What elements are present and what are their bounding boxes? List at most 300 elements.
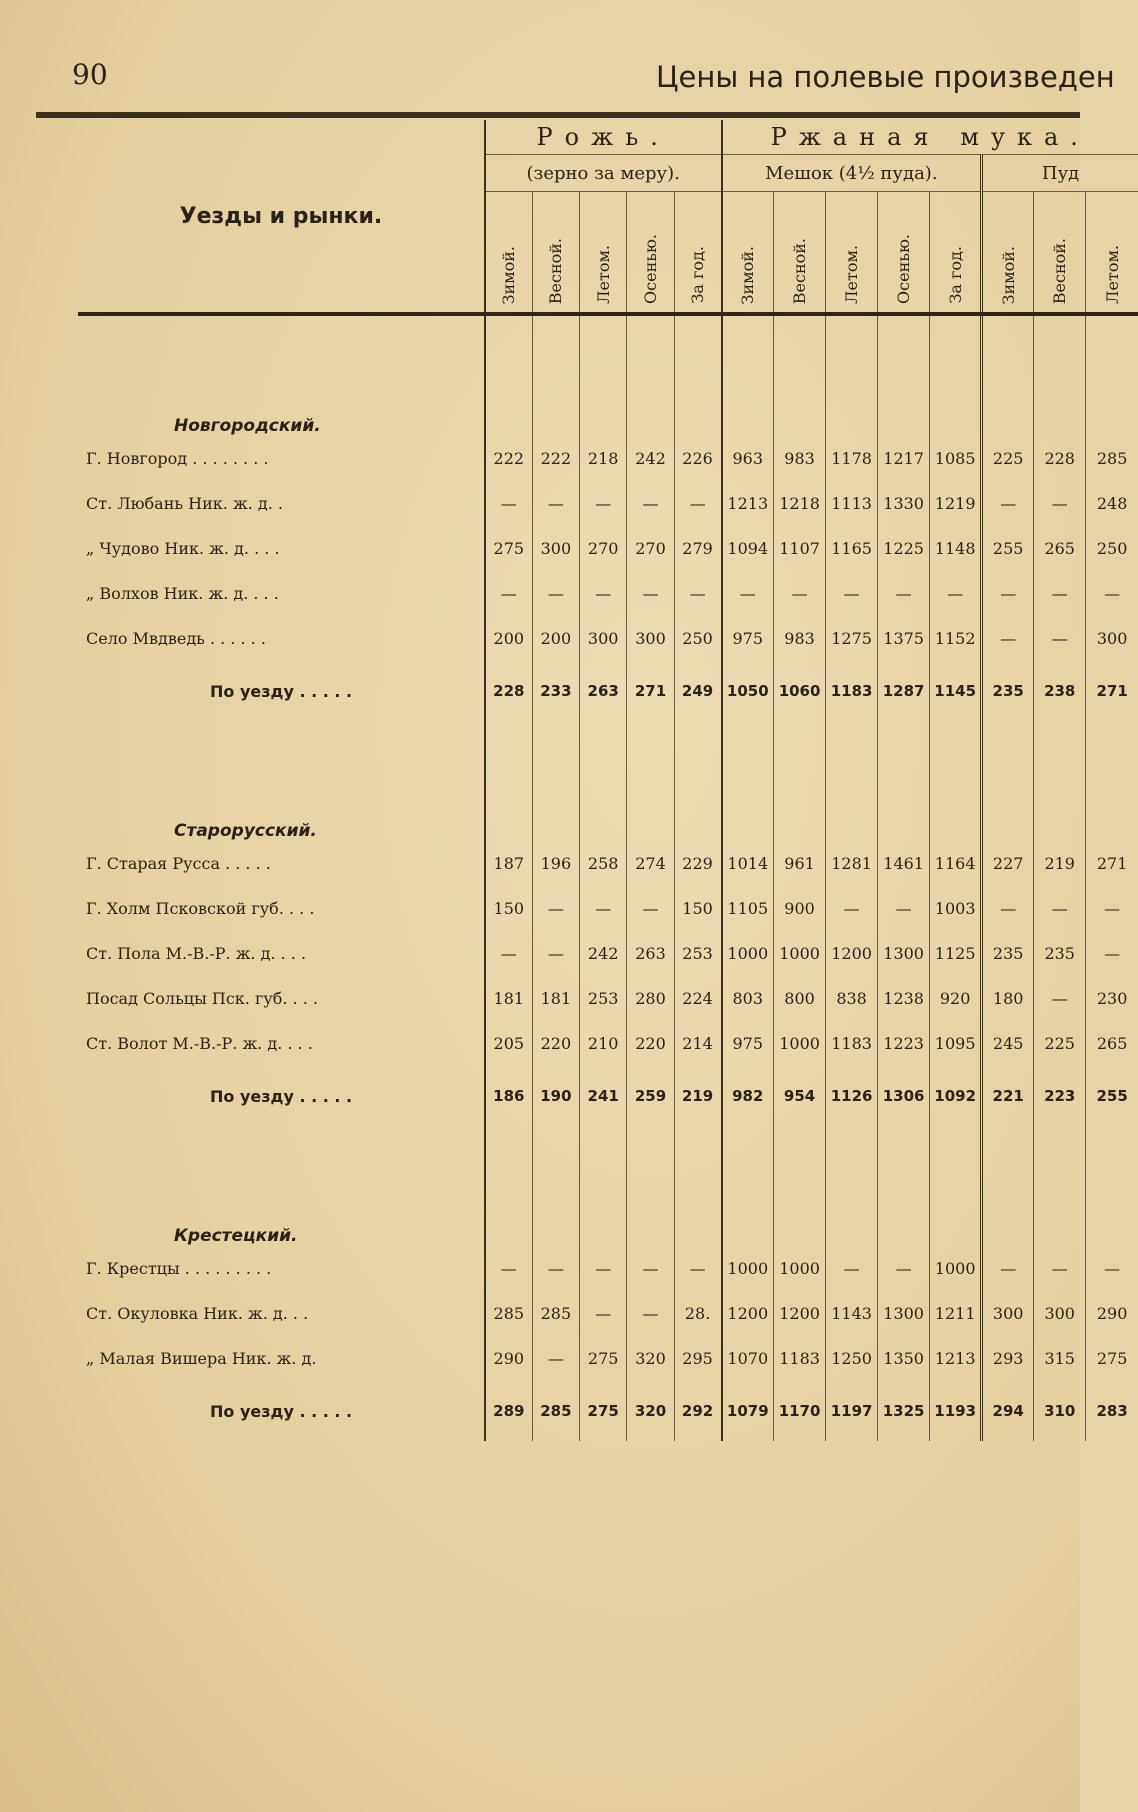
empty-cell: [722, 314, 774, 376]
season-header: [722, 192, 774, 313]
sack-subheader: Мешок (4½ пуда).: [722, 155, 982, 192]
market-name: Село Мвдведь . . . . . .: [86, 629, 266, 648]
rye-flour-header: Ржаная мука.: [722, 120, 1138, 155]
empty-cell: [1034, 721, 1086, 781]
total-cell: 1170: [774, 1381, 826, 1441]
value-cell: 28.: [674, 1291, 721, 1336]
table-row: [78, 526, 1138, 571]
total-cell: 954: [774, 1066, 826, 1126]
spacer-cell: [78, 721, 485, 781]
empty-cell: [1086, 1186, 1138, 1246]
empty-cell: [674, 781, 721, 841]
value-cell: 1113: [826, 481, 878, 526]
value-cell: 275: [1086, 1336, 1138, 1381]
empty-cell: [774, 721, 826, 781]
value-cell: 235: [1034, 931, 1086, 976]
total-cell: 320: [627, 1381, 674, 1441]
value-cell: 1213: [722, 481, 774, 526]
total-cell: 1060: [774, 661, 826, 721]
value-cell: —: [485, 481, 532, 526]
value-cell: —: [1034, 976, 1086, 1021]
value-cell: 1219: [930, 481, 982, 526]
empty-cell: [580, 1126, 627, 1186]
value-cell: 187: [485, 841, 532, 886]
value-cell: —: [580, 1291, 627, 1336]
value-cell: 1070: [722, 1336, 774, 1381]
table-row: [78, 1246, 1138, 1291]
total-cell: 1325: [878, 1381, 930, 1441]
value-cell: —: [532, 1246, 579, 1291]
total-cell: 190: [532, 1066, 579, 1126]
total-cell: 1193: [930, 1381, 982, 1441]
total-cell: 238: [1034, 661, 1086, 721]
value-cell: 270: [627, 526, 674, 571]
season-header: [878, 192, 930, 313]
value-cell: 275: [485, 526, 532, 571]
value-cell: —: [722, 571, 774, 616]
value-cell: 285: [532, 1291, 579, 1336]
value-cell: 1183: [826, 1021, 878, 1066]
value-cell: 290: [1086, 1291, 1138, 1336]
value-cell: 200: [532, 616, 579, 661]
value-cell: 275: [580, 1336, 627, 1381]
market-name: „ Чудово Ник. ж. д. . . .: [86, 539, 280, 558]
value-cell: —: [1034, 886, 1086, 931]
empty-cell: [485, 1126, 532, 1186]
table-row: [78, 571, 1138, 616]
empty-cell: [674, 721, 721, 781]
value-cell: 181: [532, 976, 579, 1021]
total-cell: 1050: [722, 661, 774, 721]
empty-cell: [580, 376, 627, 436]
value-cell: —: [982, 616, 1034, 661]
empty-cell: [982, 721, 1034, 781]
season-header: [1034, 192, 1086, 313]
value-cell: 1213: [930, 1336, 982, 1381]
empty-cell: [580, 1186, 627, 1246]
market-name: Г. Новгород . . . . . . . .: [86, 449, 269, 468]
value-cell: 1095: [930, 1021, 982, 1066]
value-cell: 1003: [930, 886, 982, 931]
empty-cell: [627, 314, 674, 376]
value-cell: 1085: [930, 436, 982, 481]
running-head: Цены на полевые произведен: [656, 60, 1115, 94]
season-label: Летом.: [1102, 245, 1122, 304]
section-title: Старорусский.: [174, 821, 317, 841]
value-cell: —: [1086, 886, 1138, 931]
value-cell: 218: [580, 436, 627, 481]
table-header: [78, 120, 1138, 314]
value-cell: 220: [627, 1021, 674, 1066]
season-label: Зимой.: [738, 245, 758, 304]
value-cell: 1200: [774, 1291, 826, 1336]
value-cell: 900: [774, 886, 826, 931]
season-label: Осенью.: [640, 234, 660, 304]
value-cell: 1143: [826, 1291, 878, 1336]
table-row: [78, 1291, 1138, 1336]
empty-cell: [1034, 314, 1086, 376]
empty-cell: [982, 1186, 1034, 1246]
empty-cell: [627, 721, 674, 781]
spacer-cell: [78, 1126, 485, 1186]
season-header: [532, 192, 579, 313]
market-name: „ Малая Вишера Ник. ж. д.: [86, 1349, 317, 1368]
table-row: [78, 481, 1138, 526]
empty-cell: [982, 376, 1034, 436]
value-cell: 295: [674, 1336, 721, 1381]
value-cell: 983: [774, 436, 826, 481]
empty-cell: [826, 721, 878, 781]
value-cell: 1152: [930, 616, 982, 661]
total-cell: 1126: [826, 1066, 878, 1126]
value-cell: 1125: [930, 931, 982, 976]
value-cell: —: [627, 886, 674, 931]
table-row: [78, 616, 1138, 661]
value-cell: —: [1034, 1246, 1086, 1291]
value-cell: 253: [674, 931, 721, 976]
season-header: [627, 192, 674, 313]
value-cell: 1238: [878, 976, 930, 1021]
table-row: [78, 841, 1138, 886]
market-name: Ст. Волот М.-В.-Р. ж. д. . . .: [86, 1034, 313, 1053]
total-cell: 271: [1086, 661, 1138, 721]
value-cell: —: [674, 1246, 721, 1291]
season-header: [580, 192, 627, 313]
value-cell: 270: [580, 526, 627, 571]
market-name: Г. Крестцы . . . . . . . . .: [86, 1259, 272, 1278]
empty-cell: [930, 1186, 982, 1246]
value-cell: 150: [485, 886, 532, 931]
section-title: Новгородский.: [174, 416, 321, 436]
season-header: [674, 192, 721, 313]
value-cell: —: [580, 886, 627, 931]
value-cell: 1275: [826, 616, 878, 661]
empty-cell: [485, 1186, 532, 1246]
empty-cell: [580, 721, 627, 781]
top-rule: [36, 112, 1080, 118]
value-cell: —: [878, 571, 930, 616]
total-cell: 223: [1034, 1066, 1086, 1126]
empty-cell: [627, 1186, 674, 1246]
value-cell: 228: [1034, 436, 1086, 481]
total-cell: 275: [580, 1381, 627, 1441]
value-cell: 1350: [878, 1336, 930, 1381]
side-header: Уезды и рынки.: [179, 203, 383, 229]
value-cell: 320: [627, 1336, 674, 1381]
empty-cell: [1086, 376, 1138, 436]
value-cell: —: [1034, 481, 1086, 526]
empty-cell: [1086, 314, 1138, 376]
value-cell: 1000: [722, 931, 774, 976]
empty-cell: [878, 314, 930, 376]
empty-cell: [580, 314, 627, 376]
season-header: [982, 192, 1034, 313]
empty-cell: [878, 1186, 930, 1246]
value-cell: 258: [580, 841, 627, 886]
value-cell: 265: [1086, 1021, 1138, 1066]
section-title-row: [78, 781, 1138, 841]
value-cell: 1000: [774, 1246, 826, 1291]
empty-cell: [674, 1126, 721, 1186]
empty-cell: [826, 314, 878, 376]
value-cell: 315: [1034, 1336, 1086, 1381]
price-table: [78, 120, 1138, 1441]
value-cell: 1164: [930, 841, 982, 886]
value-cell: 1178: [826, 436, 878, 481]
section-title-row: [78, 376, 1138, 436]
empty-cell: [774, 1126, 826, 1186]
pud-subheader: Пуд: [982, 155, 1138, 192]
empty-cell: [982, 781, 1034, 841]
value-cell: 1375: [878, 616, 930, 661]
value-cell: 250: [1086, 526, 1138, 571]
empty-cell: [826, 1186, 878, 1246]
value-cell: 222: [485, 436, 532, 481]
total-cell: 271: [627, 661, 674, 721]
total-cell: 221: [982, 1066, 1034, 1126]
total-cell: 310: [1034, 1381, 1086, 1441]
empty-cell: [722, 721, 774, 781]
section-title-row: [78, 1186, 1138, 1246]
empty-cell: [1086, 781, 1138, 841]
total-row: [78, 661, 1138, 721]
season-label: Летом.: [593, 245, 613, 304]
empty-cell: [826, 376, 878, 436]
value-cell: 226: [674, 436, 721, 481]
value-cell: —: [627, 1246, 674, 1291]
value-cell: 1200: [722, 1291, 774, 1336]
total-cell: 241: [580, 1066, 627, 1126]
value-cell: 250: [674, 616, 721, 661]
season-label: За год.: [688, 246, 708, 304]
value-cell: —: [532, 481, 579, 526]
value-cell: —: [1086, 1246, 1138, 1291]
season-label: Весной.: [790, 237, 810, 304]
empty-cell: [674, 376, 721, 436]
value-cell: —: [878, 1246, 930, 1291]
empty-cell: [982, 314, 1034, 376]
total-cell: 292: [674, 1381, 721, 1441]
season-header: [485, 192, 532, 313]
value-cell: —: [627, 481, 674, 526]
total-cell: 259: [627, 1066, 674, 1126]
value-cell: 248: [1086, 481, 1138, 526]
season-header: [774, 192, 826, 313]
value-cell: 150: [674, 886, 721, 931]
value-cell: 210: [580, 1021, 627, 1066]
value-cell: 300: [1034, 1291, 1086, 1336]
value-cell: 1014: [722, 841, 774, 886]
season-header: [930, 192, 982, 313]
empty-cell: [627, 1126, 674, 1186]
market-name: Ст. Любань Ник. ж. д. .: [86, 494, 283, 513]
value-cell: 227: [982, 841, 1034, 886]
empty-cell: [930, 721, 982, 781]
value-cell: 1000: [774, 931, 826, 976]
value-cell: 1000: [774, 1021, 826, 1066]
total-cell: 982: [722, 1066, 774, 1126]
value-cell: 242: [580, 931, 627, 976]
empty-cell: [774, 376, 826, 436]
value-cell: 838: [826, 976, 878, 1021]
value-cell: 1200: [826, 931, 878, 976]
empty-cell: [674, 1186, 721, 1246]
empty-cell: [878, 376, 930, 436]
value-cell: —: [1086, 571, 1138, 616]
empty-cell: [532, 1126, 579, 1186]
season-label: За год.: [945, 246, 965, 304]
value-cell: 300: [1086, 616, 1138, 661]
empty-cell: [722, 1186, 774, 1246]
empty-cell: [826, 1126, 878, 1186]
value-cell: —: [674, 571, 721, 616]
empty-cell: [485, 721, 532, 781]
value-cell: 290: [485, 1336, 532, 1381]
value-cell: 1330: [878, 481, 930, 526]
value-cell: 1300: [878, 931, 930, 976]
value-cell: 225: [982, 436, 1034, 481]
value-cell: 983: [774, 616, 826, 661]
empty-cell: [930, 1126, 982, 1186]
page-number: 90: [72, 58, 108, 91]
value-cell: —: [774, 571, 826, 616]
value-cell: 242: [627, 436, 674, 481]
value-cell: —: [532, 886, 579, 931]
empty-cell: [1034, 1126, 1086, 1186]
empty-cell: [722, 781, 774, 841]
season-label: Осенью.: [894, 234, 914, 304]
season-header: [1086, 192, 1138, 313]
empty-cell: [722, 376, 774, 436]
value-cell: 224: [674, 976, 721, 1021]
value-cell: —: [485, 931, 532, 976]
table-body: [78, 314, 1138, 1441]
value-cell: 196: [532, 841, 579, 886]
value-cell: 1094: [722, 526, 774, 571]
value-cell: —: [982, 571, 1034, 616]
value-cell: 963: [722, 436, 774, 481]
value-cell: —: [532, 571, 579, 616]
season-label: Весной.: [1050, 237, 1070, 304]
table-row: [78, 436, 1138, 481]
value-cell: 1218: [774, 481, 826, 526]
value-cell: 225: [1034, 1021, 1086, 1066]
season-label: Весной.: [546, 237, 566, 304]
value-cell: —: [627, 571, 674, 616]
empty-cell: [930, 376, 982, 436]
season-label: Зимой.: [998, 245, 1018, 304]
value-cell: 253: [580, 976, 627, 1021]
table-row: [78, 931, 1138, 976]
value-cell: 1461: [878, 841, 930, 886]
value-cell: —: [878, 886, 930, 931]
value-cell: 975: [722, 1021, 774, 1066]
value-cell: 1225: [878, 526, 930, 571]
value-cell: 220: [532, 1021, 579, 1066]
season-header: [826, 192, 878, 313]
empty-cell: [930, 314, 982, 376]
value-cell: 920: [930, 976, 982, 1021]
rye-header: Рожь.: [485, 120, 722, 155]
value-cell: 300: [580, 616, 627, 661]
empty-cell: [485, 781, 532, 841]
empty-cell: [930, 781, 982, 841]
market-name: Посад Сольцы Пск. губ. . . .: [86, 989, 318, 1008]
empty-cell: [1034, 1186, 1086, 1246]
section-title: Крестецкий.: [174, 1226, 298, 1246]
value-cell: —: [580, 481, 627, 526]
value-cell: 1211: [930, 1291, 982, 1336]
value-cell: 293: [982, 1336, 1034, 1381]
total-cell: 1197: [826, 1381, 878, 1441]
empty-cell: [878, 781, 930, 841]
table-row: [78, 1336, 1138, 1381]
total-cell: 255: [1086, 1066, 1138, 1126]
total-cell: 233: [532, 661, 579, 721]
empty-cell: [1034, 376, 1086, 436]
value-cell: 1000: [930, 1246, 982, 1291]
value-cell: —: [532, 1336, 579, 1381]
value-cell: —: [982, 481, 1034, 526]
value-cell: 229: [674, 841, 721, 886]
market-name: Ст. Окуловка Ник. ж. д. . .: [86, 1304, 309, 1323]
total-cell: 1183: [826, 661, 878, 721]
empty-cell: [722, 1126, 774, 1186]
table-row: [78, 976, 1138, 1021]
empty-cell: [774, 781, 826, 841]
empty-cell: [532, 781, 579, 841]
value-cell: 285: [1086, 436, 1138, 481]
value-cell: 235: [982, 931, 1034, 976]
empty-cell: [878, 721, 930, 781]
spacer-row: [78, 314, 1138, 376]
market-name: Г. Старая Русса . . . . .: [86, 854, 271, 873]
total-row: [78, 1066, 1138, 1126]
value-cell: 1148: [930, 526, 982, 571]
value-cell: 180: [982, 976, 1034, 1021]
total-cell: 235: [982, 661, 1034, 721]
empty-cell: [627, 376, 674, 436]
value-cell: 200: [485, 616, 532, 661]
empty-cell: [982, 1126, 1034, 1186]
value-cell: 803: [722, 976, 774, 1021]
value-cell: 1281: [826, 841, 878, 886]
empty-cell: [532, 314, 579, 376]
value-cell: 961: [774, 841, 826, 886]
value-cell: —: [826, 1246, 878, 1291]
total-cell: 289: [485, 1381, 532, 1441]
empty-cell: [674, 314, 721, 376]
total-cell: 285: [532, 1381, 579, 1441]
value-cell: —: [826, 886, 878, 931]
total-label: По уезду . . . . .: [210, 1401, 353, 1421]
value-cell: 271: [1086, 841, 1138, 886]
value-cell: 975: [722, 616, 774, 661]
value-cell: 214: [674, 1021, 721, 1066]
table-row: [78, 886, 1138, 931]
spacer-cell: [78, 314, 485, 376]
value-cell: —: [982, 1246, 1034, 1291]
value-cell: —: [1086, 931, 1138, 976]
market-name: Ст. Пола М.-В.-Р. ж. д. . . .: [86, 944, 307, 963]
total-cell: 219: [674, 1066, 721, 1126]
value-cell: 1300: [878, 1291, 930, 1336]
total-cell: 186: [485, 1066, 532, 1126]
season-label: Зимой.: [499, 245, 519, 304]
value-cell: —: [580, 571, 627, 616]
value-cell: —: [930, 571, 982, 616]
value-cell: 300: [627, 616, 674, 661]
